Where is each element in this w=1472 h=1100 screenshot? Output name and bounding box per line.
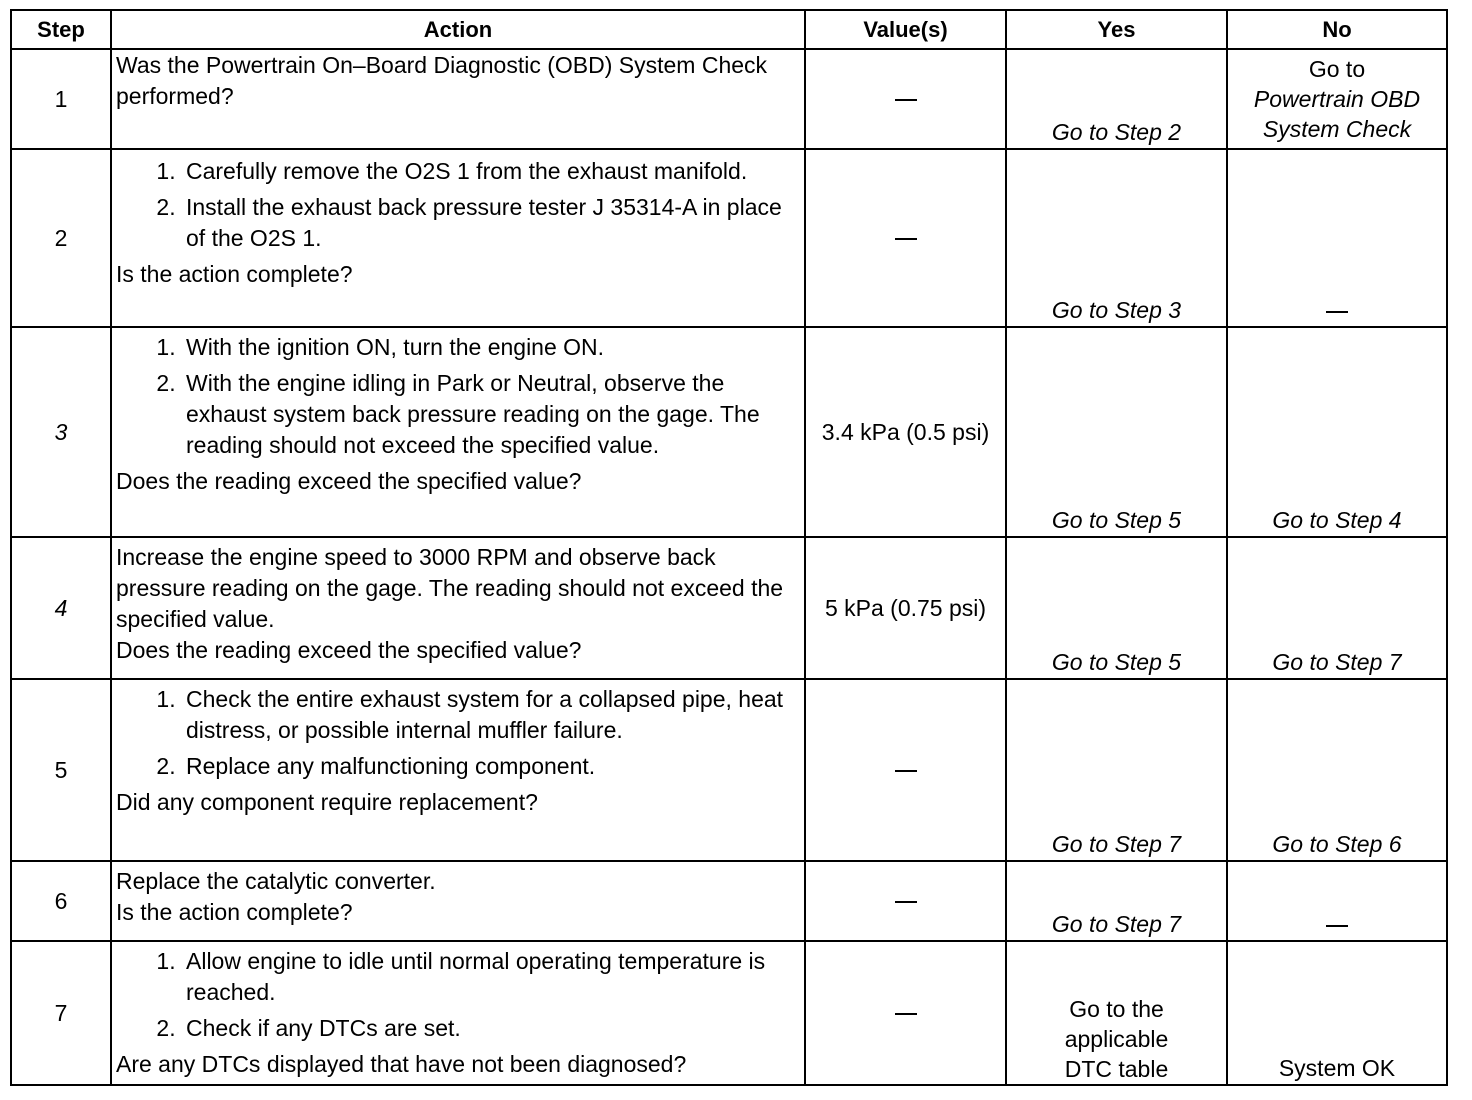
action-cell <box>111 941 805 1085</box>
dash-value <box>1326 311 1348 313</box>
step-number: 4 <box>11 537 111 679</box>
action-text: Was the Powertrain On–Board Diagnostic (OBD) System Check performed? <box>116 52 768 109</box>
header-step: Step <box>11 10 111 49</box>
no-cell <box>1227 861 1447 941</box>
dash-value <box>1326 925 1348 927</box>
value-cell <box>805 941 1006 1085</box>
table-row <box>11 679 1447 861</box>
yes-text: Go to the applicable DTC table <box>1064 996 1169 1082</box>
header-yes: Yes <box>1006 10 1227 49</box>
no-prefix: Go to <box>1308 56 1366 82</box>
action-list <box>116 150 800 259</box>
action-question: Does the reading exceed the specified value? <box>116 637 582 663</box>
action-list <box>116 942 800 1049</box>
dash-value <box>895 901 917 903</box>
action-cell <box>111 861 805 941</box>
list-item: 2. Replace any malfunctioning component. <box>182 751 800 782</box>
action-text: Increase the engine speed to 3000 RPM and observe back pressure reading on the gage. The reading should not exceed the specified value. <box>116 544 784 632</box>
yes-link[interactable]: Go to Step 5 <box>1006 327 1227 537</box>
dash-value <box>895 1013 917 1015</box>
yes-link[interactable]: Go to Step 7 <box>1006 861 1227 941</box>
action-list <box>116 680 800 787</box>
step-number: 2 <box>11 149 111 327</box>
header-values: Value(s) <box>805 10 1006 49</box>
no-link[interactable]: Go to Step 7 <box>1227 537 1447 679</box>
table-row <box>11 861 1447 941</box>
action-cell <box>111 327 805 537</box>
list-item: 1. Check the entire exhaust system for a collapsed pipe, heat distress, or possible internal muffler failure. <box>182 684 800 746</box>
step-number: 1 <box>11 49 111 149</box>
list-item: 1. With the ignition ON, turn the engine ON. <box>182 332 800 363</box>
no-cell: System OK <box>1227 941 1447 1085</box>
action-question: Is the action complete? <box>116 261 353 287</box>
list-item: 1. Carefully remove the O2S 1 from the exhaust manifold. <box>182 156 800 187</box>
action-cell <box>111 679 805 861</box>
table-header-row <box>11 10 1447 49</box>
table-row <box>11 941 1447 1085</box>
yes-link[interactable] <box>1006 941 1227 1085</box>
no-cell <box>1227 49 1447 149</box>
action-cell <box>111 537 805 679</box>
diagnostic-table <box>10 9 1448 1086</box>
header-no: No <box>1227 10 1447 49</box>
list-item: 1. Allow engine to idle until normal operating temperature is reached. <box>182 946 800 1008</box>
value-cell <box>805 679 1006 861</box>
value-cell <box>805 49 1006 149</box>
yes-link[interactable]: Go to Step 3 <box>1006 149 1227 327</box>
value-cell <box>805 861 1006 941</box>
value-cell <box>805 149 1006 327</box>
list-item: 2. With the engine idling in Park or Neutral, observe the exhaust system back pressure reading on the gage. The reading should not exceed the specified value. <box>182 368 800 461</box>
step-number: 7 <box>11 941 111 1085</box>
yes-link[interactable]: Go to Step 2 <box>1006 49 1227 149</box>
dash-value <box>895 99 917 101</box>
action-question: Is the action complete? <box>116 899 353 925</box>
header-action: Action <box>111 10 805 49</box>
step-number: 3 <box>11 327 111 537</box>
action-text: Replace the catalytic converter. <box>116 868 436 894</box>
no-link[interactable]: Powertrain OBD System Check <box>1253 86 1421 142</box>
no-cell <box>1227 149 1447 327</box>
value-cell: 5 kPa (0.75 psi) <box>805 537 1006 679</box>
table-row <box>11 327 1447 537</box>
dash-value <box>895 770 917 772</box>
action-cell <box>111 149 805 327</box>
yes-link[interactable]: Go to Step 5 <box>1006 537 1227 679</box>
table-row <box>11 49 1447 149</box>
list-item: 2. Check if any DTCs are set. <box>182 1013 800 1044</box>
action-question: Did any component require replacement? <box>116 789 538 815</box>
action-question: Are any DTCs displayed that have not been diagnosed? <box>116 1051 687 1077</box>
action-cell <box>111 49 805 149</box>
action-question: Does the reading exceed the specified value? <box>116 468 582 494</box>
no-link[interactable]: Go to Step 6 <box>1227 679 1447 861</box>
value-cell: 3.4 kPa (0.5 psi) <box>805 327 1006 537</box>
table-row <box>11 149 1447 327</box>
no-link[interactable]: Go to Step 4 <box>1227 327 1447 537</box>
table-row <box>11 537 1447 679</box>
yes-link[interactable]: Go to Step 7 <box>1006 679 1227 861</box>
step-number: 5 <box>11 679 111 861</box>
dash-value <box>895 238 917 240</box>
action-list <box>116 328 800 466</box>
list-item: 2. Install the exhaust back pressure tester J 35314-A in place of the O2S 1. <box>182 192 800 254</box>
step-number: 6 <box>11 861 111 941</box>
